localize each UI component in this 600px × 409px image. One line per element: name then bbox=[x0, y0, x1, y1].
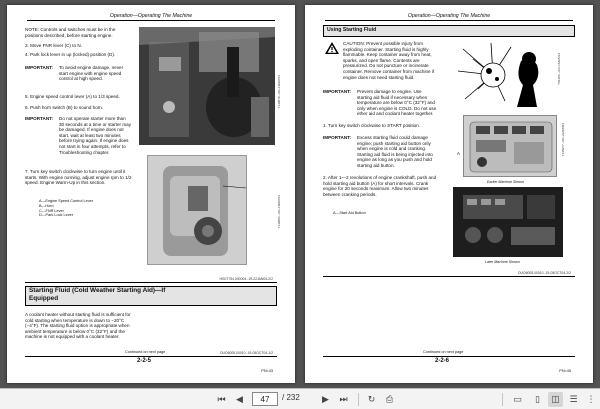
important-label: IMPORTANT: bbox=[25, 116, 53, 121]
step-list bbox=[25, 43, 133, 57]
step-4: 4. Park lock lever in up (locked) position (D). bbox=[25, 51, 116, 57]
fit-page-icon[interactable]: ▭ bbox=[513, 394, 522, 405]
section-title: Using Starting Fluid bbox=[327, 27, 377, 33]
continued-note: Continued on next page bbox=[423, 350, 464, 354]
last-page-button[interactable]: ⏭ bbox=[339, 394, 348, 405]
toolbar-divider bbox=[358, 393, 359, 406]
continuous-view-icon[interactable]: ☰ bbox=[569, 394, 578, 405]
switch-drawing bbox=[148, 156, 247, 265]
section-title: Starting Fluid (Cold Weather Starting Aid)—If Equipped bbox=[29, 287, 166, 302]
cab-controls-photo bbox=[139, 27, 275, 145]
toolbar-divider bbox=[502, 393, 503, 406]
important-label: IMPORTANT: bbox=[323, 89, 351, 94]
warning-triangle-icon bbox=[325, 42, 339, 54]
step-2: 2. After 1—2 revolutions of engine crankshaft, push and hold starting aid button (A) for short intervals. Crank engine for 20 seconds maximum. Allow two minutes between cranking periods. bbox=[323, 175, 437, 197]
page-count: / 232 bbox=[282, 393, 300, 402]
two-page-view-icon[interactable]: ◫ bbox=[548, 392, 563, 407]
previous-page-button[interactable]: ◀ bbox=[236, 394, 243, 405]
figure-caption: Later Machine Shown bbox=[485, 260, 520, 264]
step-3: 3. Move FNR lever (C) to N. bbox=[25, 43, 82, 48]
callout-label: A bbox=[457, 151, 460, 156]
figure-code: T149579 –UN–12MAY04 bbox=[277, 75, 281, 109]
figure-caption: Earlier Machine Shown bbox=[487, 180, 524, 184]
legend-item: A—Engine Speed Control Lever bbox=[39, 199, 94, 203]
next-page-button[interactable]: ▶ bbox=[322, 394, 329, 405]
earlier-machine-panel-photo bbox=[463, 115, 557, 177]
first-page-button[interactable]: ⏮ bbox=[217, 394, 226, 405]
later-machine-panel-photo bbox=[453, 187, 563, 257]
figure-legend: A—Start Aid Button bbox=[333, 211, 366, 215]
later-panel-drawing bbox=[453, 187, 563, 257]
explosion-drawing bbox=[453, 41, 553, 109]
panel-drawing bbox=[464, 116, 557, 177]
doc-code: OUO6005,00010 -19-05OCT04-2/2 bbox=[517, 271, 571, 275]
important-text: To avoid engine damage, never start engine with engine speed control at high speed. bbox=[59, 65, 124, 82]
caution-icon bbox=[325, 41, 339, 53]
figure-code: T145977 –UN–22APR04 bbox=[561, 123, 565, 157]
page-corner-code: PN=43 bbox=[261, 369, 273, 373]
figure-code: T149583 –UN–10MAY04 bbox=[277, 195, 281, 229]
menu-icon[interactable]: ⋮ bbox=[586, 394, 596, 405]
page-header: Operation—Operating The Machine bbox=[27, 13, 275, 21]
page-number: 2-2-6 bbox=[435, 358, 450, 364]
note-text: NOTE: Controls and switches must be in the positions described, before starting engine. bbox=[25, 27, 116, 38]
divider-line bbox=[25, 356, 277, 357]
legend-item: C—FNR Lever bbox=[39, 208, 64, 213]
page-number-input[interactable] bbox=[252, 392, 278, 406]
important-text: Do not operate starter more than 30 seconds at a time or starter may be damaged. If engine does not start, wait at least two minutes before trying again. If engine does not start in four attempts, refer to Troubleshooting chapter. bbox=[59, 116, 131, 155]
step-7: 7. Turn key switch clockwise to turn engine until it starts. With engine running, adjust engine rpm to 1/2 speed. Engine Warm-Up in this section. bbox=[25, 169, 132, 186]
print-icon[interactable]: ⎙ bbox=[385, 394, 394, 405]
continued-note: Continued on next page bbox=[125, 350, 166, 354]
page-corner-code: PN=45 bbox=[559, 369, 571, 373]
page-header: Operation—Operating The Machine bbox=[325, 13, 573, 21]
legend-item: B—Horn bbox=[39, 203, 54, 208]
left-page bbox=[7, 5, 295, 383]
important-label: IMPORTANT: bbox=[323, 135, 351, 140]
divider-line bbox=[323, 356, 575, 357]
divider-line bbox=[25, 282, 277, 283]
important-text: Prevent damage to engine. Use starting aid fluid if necessary when temperature are below 0°C (32°F) and only when engine is COLD. Do not use ether aid and coolant heater together. bbox=[357, 89, 437, 117]
explosion-warning-illustration bbox=[453, 41, 553, 109]
key-switch-photo bbox=[147, 155, 247, 265]
legend-item: D—Park Lock Lever bbox=[39, 213, 73, 218]
important-text: Excess starting fluid could damage engine; push starting aid button only when engine is cold and cranking. Starting aid fluid is being injected into engine as long as you push and hold starting aid button. bbox=[357, 135, 433, 168]
step-5: 5. Engine speed control lever (A) to 1/3 speed. bbox=[25, 94, 120, 99]
cab-photo-drawing bbox=[139, 27, 275, 145]
viewer-toolbar bbox=[0, 388, 600, 409]
section-body: A coolant heater without starting fluid is sufficient for cold starting when temperature is down to −20°C (−4°F). The starting fluid option is appropriate when ambient temperature is below 0°C (32°F) and the machine is not equipped with a coolant heater. bbox=[25, 312, 131, 340]
step-1: 1. Turn key switch clockwise to START position. bbox=[323, 123, 421, 128]
rotate-icon[interactable]: ↻ bbox=[367, 394, 376, 405]
divider-line bbox=[323, 276, 575, 277]
doc-code: OUO6005,00010 -19-05OCT04-1/2 bbox=[219, 351, 273, 355]
important-block-2 bbox=[25, 116, 135, 155]
figure-code: TS1356 –UN–15APR13 bbox=[557, 53, 561, 85]
right-page bbox=[305, 5, 593, 383]
important-block-1 bbox=[25, 65, 135, 82]
single-page-view-icon[interactable]: ▯ bbox=[535, 394, 540, 405]
figure-legend bbox=[39, 199, 129, 218]
important-block-2 bbox=[323, 135, 439, 169]
important-block-1 bbox=[323, 89, 439, 117]
caution-text: CAUTION: Prevent possible injury from exploding container. Starting fluid is highly flammable. Keep container away from heat, sparks, and open flame. Contents are pressurized. Do not puncture or incinerate container. Remove container from machine if engine does not need starting fluid. bbox=[343, 41, 435, 80]
step-6: 6. Push horn switch (B) to sound horn. bbox=[25, 105, 104, 110]
important-label: IMPORTANT: bbox=[25, 65, 53, 70]
page-number: 2-2-5 bbox=[137, 358, 152, 364]
doc-code: HG07754,000004 -19-22JAN04-2/2 bbox=[219, 277, 273, 281]
